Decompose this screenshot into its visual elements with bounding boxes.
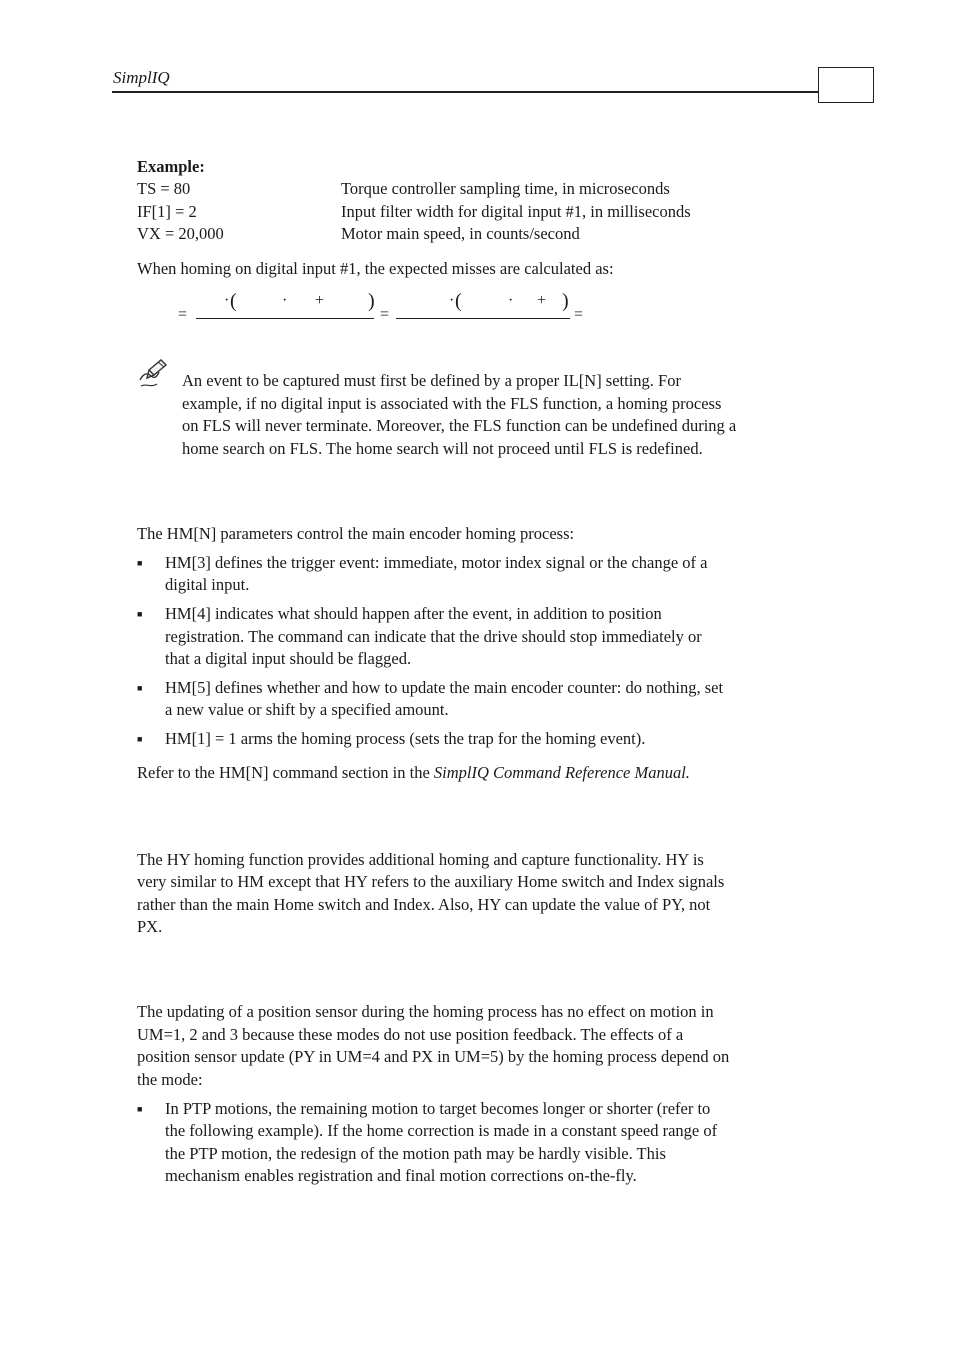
- page-number-box: [818, 67, 874, 103]
- example-desc-ts: Torque controller sampling time, in microseconds: [341, 179, 670, 198]
- bullet-marker: ■: [137, 558, 143, 568]
- example-param-if: IF[1] = 2: [137, 202, 197, 221]
- formula-rparen-2: ): [562, 290, 569, 312]
- update-line-2: UM=1, 2 and 3 because these modes do not use position feedback. The effects of a: [137, 1025, 684, 1044]
- ptp-bullet-line-2: the following example). If the home correction is made in a constant speed range of: [165, 1121, 718, 1140]
- hm-refer-line: [137, 762, 827, 785]
- formula-eq-3: =: [574, 306, 584, 323]
- hm-bullet-3-line-1: HM[5] defines whether and how to update the main encoder counter: do nothing, set: [165, 678, 724, 697]
- note-line-1: An event to be captured must first be defined by a proper IL[N] setting. For: [182, 371, 681, 390]
- ptp-bullet-line-1: In PTP motions, the remaining motion to target becomes longer or shorter (refer to: [165, 1099, 711, 1118]
- update-line-3: position sensor update (PY in UM=4 and PX in UM=5) by the homing process depend on: [137, 1047, 730, 1066]
- hy-line-2: very similar to HM except that HY refers to the auxiliary Home switch and Index signals: [137, 872, 725, 891]
- update-line-4: the mode:: [137, 1070, 203, 1089]
- formula-lparen-2: (: [455, 290, 462, 312]
- hy-line-4: PX.: [137, 917, 163, 936]
- hm-bullet-2-line-3: that a digital input should be flagged.: [165, 649, 412, 668]
- example-desc-if: Input filter width for digital input #1, in milliseconds: [341, 202, 691, 221]
- formula-eq-2: =: [380, 306, 390, 323]
- formula-dot-2: ·: [282, 292, 288, 309]
- formula-fraction-line-1: [196, 318, 374, 319]
- hm-bullet-1-line-1: HM[3] defines the trigger event: immediate, motor index signal or the change of a: [165, 553, 708, 572]
- note-pen-icon: [137, 358, 169, 390]
- formula-dot-4: ·: [508, 292, 514, 309]
- formula-fraction-line-2: [396, 318, 570, 319]
- hy-line-1: The HY homing function provides additional homing and capture functionality. HY is: [137, 850, 704, 869]
- hm-bullet-3-line-2: a new value or shift by a specified amount.: [165, 700, 449, 719]
- hm-bullet-1-line-2: digital input.: [165, 575, 250, 594]
- formula-plus-1: +: [315, 292, 325, 309]
- formula-dot-1: ·: [224, 292, 230, 309]
- update-line-1: The updating of a position sensor during the homing process has no effect on motion in: [137, 1002, 714, 1021]
- hm-bullet-2-line-1: HM[4] indicates what should happen after the event, in addition to position: [165, 604, 662, 623]
- hm-refer-manual: SimplIQ Command Reference Manual.: [433, 763, 690, 782]
- example-desc-vx: Motor main speed, in counts/second: [341, 224, 580, 243]
- note-line-3: on FLS will never terminate. Moreover, the FLS function can be undefined during a: [182, 416, 737, 435]
- hm-bullet-2-line-2: registration. The command can indicate that the drive should stop immediately or: [165, 627, 702, 646]
- ptp-bullet-line-3: the PTP motion, the redesign of the motion path may be hardly visible. This: [165, 1144, 666, 1163]
- hm-intro: The HM[N] parameters control the main encoder homing process:: [137, 524, 575, 543]
- bullet-marker: ■: [137, 609, 143, 619]
- example-heading: Example:: [137, 157, 205, 176]
- note-line-2: example, if no digital input is associated with the FLS function, a homing process: [182, 394, 722, 413]
- formula-plus-2: +: [537, 292, 547, 309]
- example-param-ts: TS = 80: [137, 179, 191, 198]
- formula-eq-1: =: [178, 306, 188, 323]
- formula-dot-3: ·: [449, 292, 455, 309]
- bullet-marker: ■: [137, 683, 143, 693]
- example-param-vx: VX = 20,000: [137, 224, 224, 243]
- ptp-bullet-line-4: mechanism enables registration and final motion corrections on-the-fly.: [165, 1166, 637, 1185]
- formula-rparen-1: ): [368, 290, 375, 312]
- bullet-marker: ■: [137, 1104, 143, 1114]
- note-line-4: home search on FLS. The home search will not proceed until FLS is redefined.: [182, 439, 703, 458]
- header-title: SimplIQ: [113, 68, 170, 87]
- missed-counts-formula: [178, 288, 598, 328]
- header-rule: [112, 91, 819, 93]
- bullet-marker: ■: [137, 734, 143, 744]
- hy-line-3: rather than the main Home switch and Index. Also, HY can update the value of PY, not: [137, 895, 711, 914]
- hm-bullet-4-line-1: HM[1] = 1 arms the homing process (sets the trap for the homing event).: [165, 729, 646, 748]
- hm-refer-prefix: Refer to the HM[N] command section in the: [137, 763, 434, 782]
- formula-intro: When homing on digital input #1, the expected misses are calculated as:: [137, 259, 614, 278]
- formula-lparen-1: (: [230, 290, 237, 312]
